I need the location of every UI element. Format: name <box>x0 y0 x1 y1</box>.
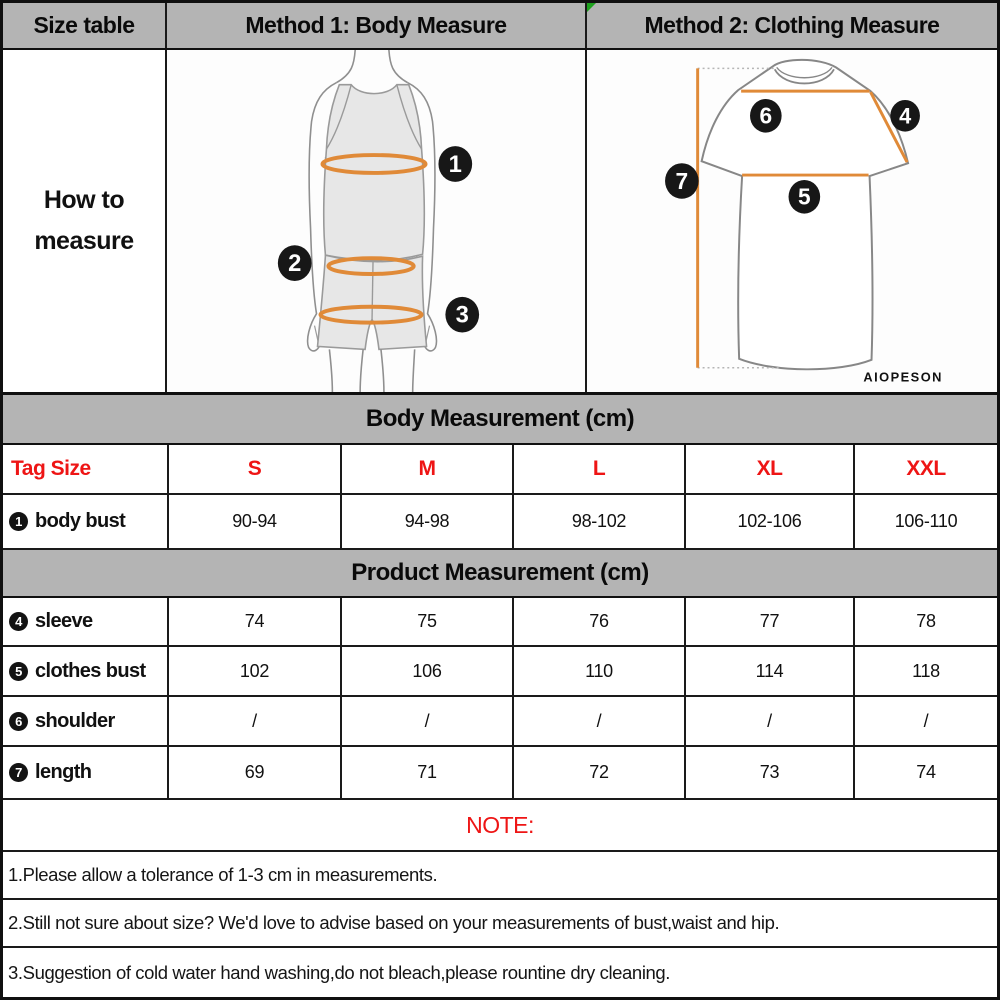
table-cell: 98-102 <box>512 495 684 548</box>
body-measure-illustration <box>165 50 585 392</box>
tag-size-row <box>3 445 997 495</box>
column-header-xl: XL <box>684 445 853 493</box>
table-row-body-bust <box>3 495 997 550</box>
column-header-l: L <box>512 445 684 493</box>
table-cell: 102 <box>167 647 340 695</box>
marker-3 <box>445 297 479 333</box>
table-cell: / <box>512 697 684 745</box>
table-row-length <box>3 747 997 800</box>
marker-4 <box>890 100 920 132</box>
product-measurement-title: Product Measurement (cm) <box>3 550 997 598</box>
row-label-body-bust <box>3 495 167 548</box>
note-item-1: 1.Please allow a tolerance of 1-3 cm in measurements. <box>3 852 997 900</box>
marker-2 <box>278 245 312 281</box>
table-cell: 72 <box>512 747 684 798</box>
table-cell: / <box>340 697 512 745</box>
svg-text:6: 6 <box>759 102 773 129</box>
table-cell: / <box>167 697 340 745</box>
row-label-text: length <box>35 761 92 783</box>
note-item-3: 3.Suggestion of cold water hand washing,do not bleach,please rountine dry cleaning. <box>8 961 671 983</box>
marker-1 <box>438 146 472 182</box>
table-cell: 74 <box>853 747 997 798</box>
how-to-measure-line2: measure <box>34 227 134 255</box>
marker-7 <box>665 163 699 199</box>
circled-number-1: 1 <box>9 512 28 531</box>
marker-5 <box>789 180 821 214</box>
brand-text: AIOPESON <box>863 369 943 385</box>
table-row-clothes-bust <box>3 647 997 697</box>
how-to-measure-line1: How to <box>43 186 125 214</box>
note-item-2: 2.Still not sure about size? We'd love to advise based on your measurements of bust,waist and hip. <box>3 900 997 948</box>
clothing-measure-illustration <box>585 50 997 392</box>
body-figure-illustration <box>167 50 585 392</box>
svg-text:1: 1 <box>448 150 462 178</box>
row-label-shoulder <box>3 697 167 745</box>
column-header-s: S <box>167 445 340 493</box>
table-cell: 102-106 <box>684 495 853 548</box>
row-label-length <box>3 747 167 798</box>
table-cell: 94-98 <box>340 495 512 548</box>
table-cell: 69 <box>167 747 340 798</box>
row-label-sleeve <box>3 598 167 645</box>
table-cell: 118 <box>853 647 997 695</box>
svg-text:4: 4 <box>899 103 912 129</box>
column-header-tag-size: Tag Size <box>11 457 91 480</box>
table-cell: 73 <box>684 747 853 798</box>
circled-number-7: 7 <box>9 763 28 782</box>
row-label-text: shoulder <box>35 709 115 732</box>
how-to-measure-label <box>3 50 165 392</box>
column-header-m: M <box>340 445 512 493</box>
svg-text:5: 5 <box>798 183 811 210</box>
table-row-shoulder <box>3 697 997 747</box>
top-header-row <box>3 3 997 50</box>
green-corner-marker <box>587 3 596 12</box>
row-label-text: clothes bust <box>35 659 146 682</box>
table-cell: 110 <box>512 647 684 695</box>
marker-6 <box>750 99 782 133</box>
tshirt-illustration <box>587 50 997 392</box>
illustration-row <box>3 50 997 395</box>
svg-text:7: 7 <box>675 167 689 194</box>
column-header-xxl: XXL <box>853 445 997 493</box>
circled-number-5: 5 <box>9 662 28 681</box>
body-measurement-title: Body Measurement (cm) <box>3 395 997 445</box>
table-cell: 114 <box>684 647 853 695</box>
circled-number-4: 4 <box>9 612 28 631</box>
method2-header-label: Method 2: Clothing Measure <box>644 12 940 38</box>
size-table-header: Size table <box>33 12 135 38</box>
method1-header: Method 1: Body Measure <box>165 3 585 48</box>
table-cell: / <box>684 697 853 745</box>
table-cell: 71 <box>340 747 512 798</box>
table-cell: 77 <box>684 598 853 645</box>
table-cell: 90-94 <box>167 495 340 548</box>
table-cell: 76 <box>512 598 684 645</box>
method2-header <box>585 3 997 48</box>
note-title: NOTE: <box>3 800 997 852</box>
table-cell: 106-110 <box>853 495 997 548</box>
row-label-text: sleeve <box>35 610 93 632</box>
svg-text:2: 2 <box>288 250 302 278</box>
table-cell: 75 <box>340 598 512 645</box>
table-row-sleeve <box>3 598 997 647</box>
table-cell: / <box>853 697 997 745</box>
circled-number-6: 6 <box>9 712 28 731</box>
table-cell: 106 <box>340 647 512 695</box>
table-cell: 74 <box>167 598 340 645</box>
row-label-clothes-bust <box>3 647 167 695</box>
row-label-text: body bust <box>35 510 126 532</box>
table-cell: 78 <box>853 598 997 645</box>
svg-text:3: 3 <box>455 301 469 329</box>
